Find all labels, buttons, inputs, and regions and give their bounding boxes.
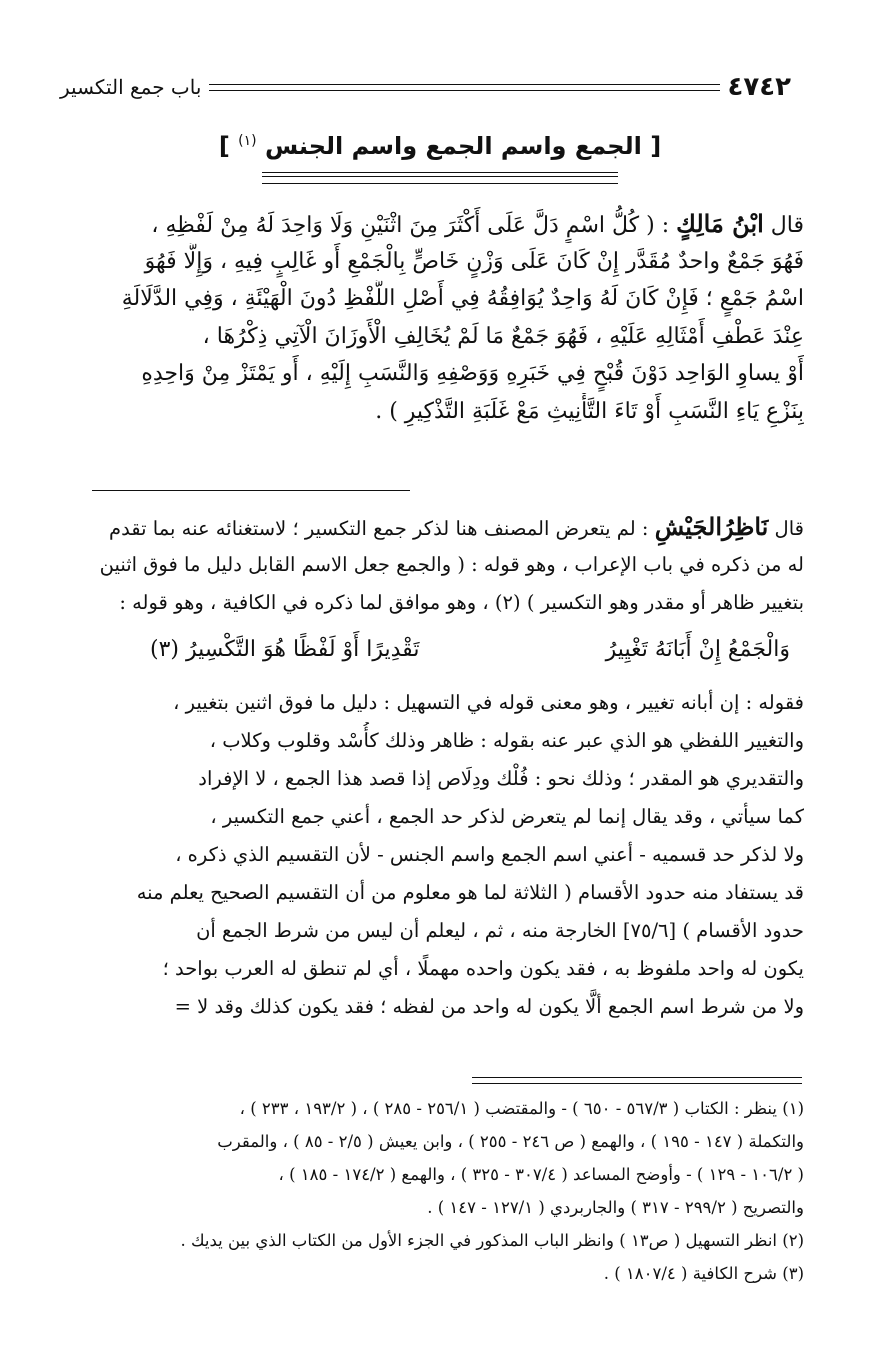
footnote-line: والتصريح ( ٢٩٩/٢ - ٣١٧ ) والجاربردي ( ١٢٧/١ - ١٤٧ ) . bbox=[427, 1198, 804, 1217]
matn-line: قال ابْنُ مَالِكٍ : ( كُلُّ اسْمٍ دَلَّ عَلَى أَكْثَرَ مِنَ اثْنَيْنِ وَلَا وَاحِدَ لَهُ مِنْ لَفْظِهِ ، bbox=[151, 209, 804, 238]
section-title bbox=[180, 132, 700, 160]
commentary-line: بتغيير ظاهر أو مقدر وهو التكسير ) (٢) ، وهو موافق لما ذكره في الكافية ، وهو قوله : bbox=[119, 591, 804, 614]
footnote-line: (١) ينظر : الكتاب ( ٥٦٧/٣ - ٦٥٠ ) - والمقتضب ( ٢٥٦/١ - ٢٨٥ ) ، ( ١٩٣/٢ ، ٢٣٣ ) ، bbox=[239, 1099, 804, 1118]
title-rule bbox=[262, 172, 618, 184]
header-rule bbox=[209, 84, 719, 91]
speaker-name: ابْنُ مَالِكٍ bbox=[676, 209, 764, 238]
poem-verse bbox=[150, 637, 790, 671]
footnotes bbox=[84, 1092, 804, 1290]
running-title: باب جمع التكسير bbox=[60, 75, 202, 99]
running-header bbox=[60, 70, 791, 104]
footnote-line: (٢) انظر التسهيل ( ص١٣ ) وانظر الباب المذكور في الجزء الأول من الكتاب الذي بين يديك . bbox=[180, 1231, 804, 1250]
section-title-close: ] bbox=[218, 132, 230, 160]
poem-hemistich-1: وَالْجَمْعُ إِنْ أَبَانَهُ تَغْيِيرُ bbox=[605, 637, 790, 662]
commentary-bottom bbox=[92, 684, 804, 1026]
commentary-line: والتقديري هو المقدر ؛ وذلك نحو : فُلْك ودِلَاص إذا قصد هذا الجمع ، لا الإفراد bbox=[198, 767, 804, 790]
commentary-line: يكون له واحد ملفوظ به ، فقد يكون واحده مهملًا ، أي لم تنطق له العرب بواحد ؛ bbox=[162, 957, 804, 980]
footnote-line: والتكملة ( ١٤٧ - ١٩٥ ) ، والهمع ( ص ٢٤٦ - ٢٥٥ ) ، وابن يعيش ( ٢/٥ - ٨٥ ) ، والمقرب bbox=[217, 1132, 804, 1151]
footnote-line: ( ١٠٦/٢ - ١٢٩ ) - وأوضح المساعد ( ٣٠٧/٤ - ٣٢٥ ) ، والهمع ( ١٧٤/٢ - ١٨٥ ) ، bbox=[278, 1165, 804, 1184]
matn-rule bbox=[92, 490, 410, 491]
commentary-line: له من ذكره في باب الإعراب ، وهو قوله : ( والجمع جعل الاسم القابل دليل ما فوق اثنين bbox=[99, 553, 804, 576]
commentary-line: والتغيير اللفظي هو الذي عبر عنه بقوله : ظاهر وذلك كأُسْد وقلوب وكلاب ، bbox=[209, 729, 804, 752]
commentary-line: ولا من شرط اسم الجمع ألَّا يكون له واحد من لفظه ؛ فقد يكون كذلك وقد لا = bbox=[174, 995, 804, 1018]
commentary-line: كما سيأتي ، وقد يقال إنما لم يتعرض لذكر حد الجمع ، أعني جمع التكسير ، bbox=[210, 805, 804, 828]
commentary-line: ولا لذكر حد قسميه - أعني اسم الجمع واسم الجنس - لأن التقسيم الذي ذكره ، bbox=[175, 843, 804, 866]
matn-line: بِنَزْعِ يَاءِ النَّسَبِ أَوْ تَاءَ التَّأْنِيثِ مَعْ غَلَبَةِ التَّذْكِيرِ ) . bbox=[375, 398, 804, 424]
commentary-line: قال نَاظِرُالجَيْشِ : لم يتعرض المصنف هنا لذكر جمع التكسير ؛ لاستغنائه عنه بما تقدم bbox=[109, 512, 804, 541]
page-number: ٤٧٤٢ bbox=[727, 72, 791, 102]
commentary-line: فقوله : إن أبانه تغيير ، وهو معنى قوله في التسهيل : دليل ما فوق اثنين بتغيير ، bbox=[173, 691, 804, 714]
commentary-line: حدود الأقسام ) [٧٥/٦] الخارجة منه ، ثم ، ليعلم أن ليس من شرط الجمع أن bbox=[196, 919, 804, 942]
footnote-rule bbox=[472, 1077, 802, 1084]
matn-line: أَوْ يساوِ الوَاحِد دَوْنَ قُبْحٍ فِي خَبَرِهِ وَوَصْفِهِ وَالنَّسَبِ إِلَيْهِ ، أَو يَمْتَزْ مِنْ وَاحِدِهِ bbox=[141, 361, 804, 386]
commentary-top bbox=[92, 508, 804, 622]
poem-hemistich-2: تَقْدِيرًا أَوْ لَفْظًا هُوَ التَّكْسِيرُ (٣) bbox=[150, 637, 420, 662]
speaker-name: نَاظِرُالجَيْشِ bbox=[654, 512, 769, 541]
commentary-line: قد يستفاد منه حدود الأقسام ( الثلاثة لما هو معلوم من أن التقسيم الصحيح يعلم منه bbox=[136, 881, 804, 904]
matn-line: فَهُوَ جَمْعٌ واحدٌ مُقَدَّر إِنْ كَانَ عَلَى وَزْنٍ خَاصٍّ بِالْجَمْعِ أَو غَالِبٍ فِيهِ ، وَإِلَّا فَهُوَ bbox=[144, 248, 804, 274]
matn-text bbox=[92, 205, 804, 430]
footnote-line: (٣) شرح الكافية ( ١٨٠٧/٤ ) . bbox=[603, 1264, 804, 1283]
footnote-ref-1: (١) bbox=[238, 133, 257, 149]
section-title-text: [ الجمع واسم الجمع واسم الجنس bbox=[264, 132, 662, 160]
matn-line: اسْمُ جَمْعٍ ؛ فَإِنْ كَانَ لَهُ وَاحِدٌ يُوَافِقُهُ فِي أَصْلِ اللَّفْظِ دُونَ الْهَيْئَةِ ، وَفِي الدَّلَالَةِ bbox=[121, 286, 804, 311]
matn-line: عِنْدَ عَطْفِ أَمْثَالِهِ عَلَيْهِ ، فَهُوَ جَمْعٌ مَا لَمْ يُخَالِفِ الْأَوزَانَ الْآتِي ذِكْرُهَا ، bbox=[202, 323, 804, 349]
